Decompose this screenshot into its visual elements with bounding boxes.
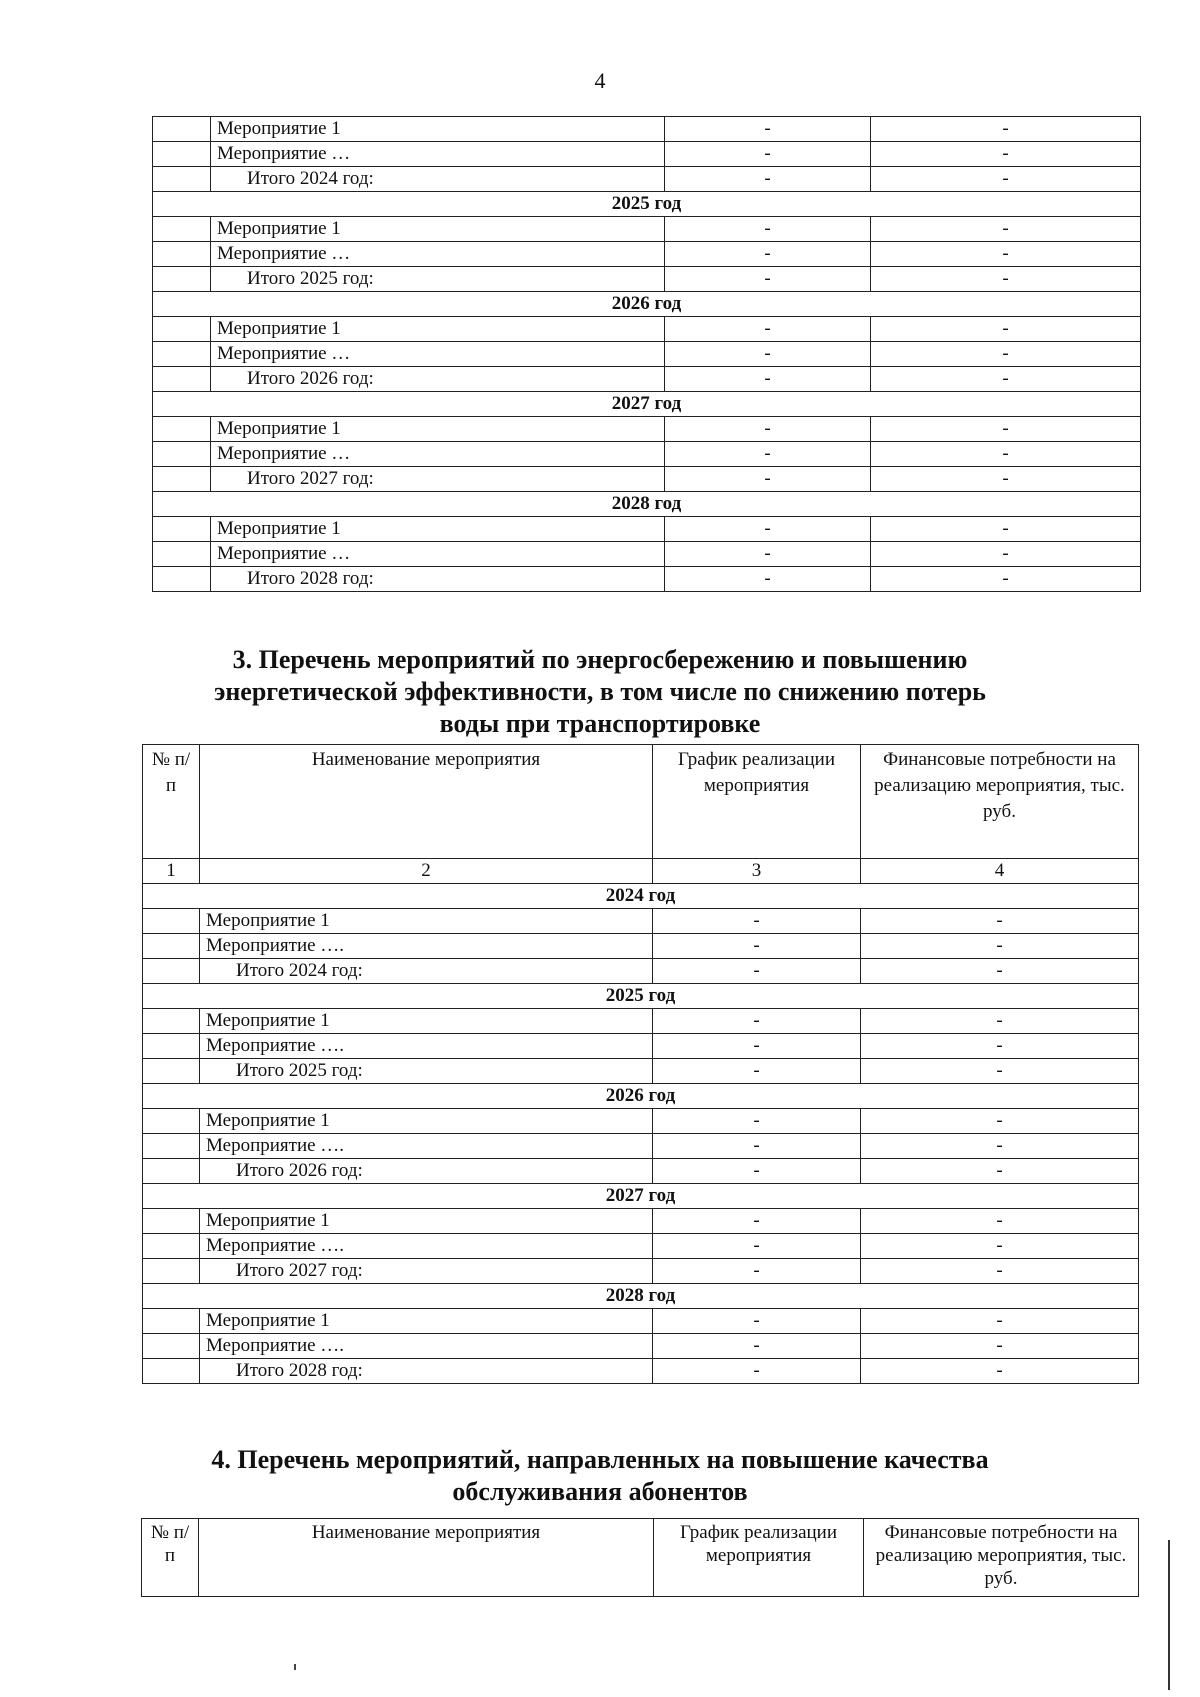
row-number-cell <box>153 167 211 192</box>
year-heading: 2024 год <box>143 884 1139 909</box>
measure-name-cell: Итого 2024 год: <box>200 959 653 984</box>
table-row <box>153 417 1141 442</box>
table-row <box>153 342 1141 367</box>
schedule-cell: - <box>653 1259 861 1284</box>
schedule-cell: - <box>665 342 871 367</box>
schedule-cell: - <box>665 117 871 142</box>
schedule-cell: - <box>665 417 871 442</box>
row-number-cell <box>153 242 211 267</box>
measure-name-cell: Мероприятие 1 <box>200 1209 653 1234</box>
year-row <box>143 884 1139 909</box>
measure-name-cell: Мероприятие 1 <box>211 217 665 242</box>
year-heading: 2028 год <box>153 492 1141 517</box>
year-row <box>153 192 1141 217</box>
total-row <box>153 467 1141 492</box>
measure-name-cell: Итого 2026 год: <box>200 1159 653 1184</box>
row-number-cell <box>143 934 200 959</box>
year-row <box>143 1284 1139 1309</box>
total-row <box>143 1359 1139 1384</box>
year-heading: 2027 год <box>143 1184 1139 1209</box>
measure-name-cell: Мероприятие 1 <box>200 1009 653 1034</box>
finance-cell: - <box>861 1159 1139 1184</box>
table-row <box>143 934 1139 959</box>
schedule-cell: - <box>665 167 871 192</box>
row-number-cell <box>143 1309 200 1334</box>
row-number-cell <box>143 959 200 984</box>
measure-name-cell: Мероприятие …. <box>200 1334 653 1359</box>
schedule-cell: - <box>665 517 871 542</box>
finance-cell: - <box>871 367 1141 392</box>
header-finance: Финансовые потребности на реализацию мероприятия, тыс. руб. <box>861 745 1139 859</box>
measure-name-cell: Мероприятие 1 <box>211 317 665 342</box>
measure-name-cell: Итого 2024 год: <box>211 167 665 192</box>
measure-name-cell: Итого 2028 год: <box>200 1359 653 1384</box>
total-row <box>153 267 1141 292</box>
row-number-cell <box>143 1159 200 1184</box>
table-row <box>153 517 1141 542</box>
schedule-cell: - <box>653 1009 861 1034</box>
measure-name-cell: Мероприятие …. <box>200 1034 653 1059</box>
finance-cell: - <box>871 442 1141 467</box>
table-row <box>143 909 1139 934</box>
measure-name-cell: Мероприятие 1 <box>211 117 665 142</box>
section3-title-line: энергетической эффективности, в том числе по снижению потерь <box>214 677 986 706</box>
finance-cell: - <box>861 1309 1139 1334</box>
row-number-cell <box>153 567 211 592</box>
measure-name-cell: Итого 2027 год: <box>211 467 665 492</box>
table-row <box>153 217 1141 242</box>
schedule-cell: - <box>665 317 871 342</box>
measure-name-cell: Итого 2026 год: <box>211 367 665 392</box>
section3-title <box>0 644 1200 740</box>
year-row <box>143 984 1139 1009</box>
schedule-cell: - <box>653 1059 861 1084</box>
table-row <box>153 442 1141 467</box>
finance-cell: - <box>861 1234 1139 1259</box>
header-schedule: График реализации мероприятия <box>654 1519 864 1597</box>
header-schedule: График реализации мероприятия <box>653 745 861 859</box>
header-name: Наименование мероприятия <box>200 745 653 859</box>
measure-name-cell: Мероприятие 1 <box>200 909 653 934</box>
total-row <box>143 1059 1139 1084</box>
total-row <box>153 367 1141 392</box>
row-number-cell <box>153 317 211 342</box>
finance-cell: - <box>861 959 1139 984</box>
measure-name-cell: Итого 2025 год: <box>211 267 665 292</box>
row-number-cell <box>143 1334 200 1359</box>
finance-cell: - <box>871 267 1141 292</box>
finance-cell: - <box>861 1209 1139 1234</box>
year-heading: 2028 год <box>143 1284 1139 1309</box>
column-number: 1 <box>143 859 200 884</box>
schedule-cell: - <box>653 1209 861 1234</box>
row-number-cell <box>143 909 200 934</box>
schedule-cell: - <box>653 1159 861 1184</box>
schedule-cell: - <box>665 467 871 492</box>
finance-cell: - <box>871 217 1141 242</box>
table-row <box>153 242 1141 267</box>
finance-cell: - <box>871 542 1141 567</box>
row-number-cell <box>153 267 211 292</box>
row-number-cell <box>143 1059 200 1084</box>
total-row <box>143 959 1139 984</box>
row-number-cell <box>153 442 211 467</box>
finance-cell: - <box>871 417 1141 442</box>
row-number-cell <box>153 467 211 492</box>
measure-name-cell: Мероприятие 1 <box>200 1309 653 1334</box>
measure-name-cell: Мероприятие … <box>211 142 665 167</box>
schedule-cell: - <box>653 909 861 934</box>
finance-cell: - <box>871 167 1141 192</box>
finance-cell: - <box>861 1034 1139 1059</box>
measure-name-cell: Мероприятие 1 <box>211 517 665 542</box>
schedule-cell: - <box>653 1309 861 1334</box>
measure-name-cell: Мероприятие …. <box>200 1234 653 1259</box>
row-number-cell <box>153 142 211 167</box>
total-row <box>153 567 1141 592</box>
column-number: 2 <box>200 859 653 884</box>
schedule-cell: - <box>665 267 871 292</box>
row-number-cell <box>143 1009 200 1034</box>
row-number-cell <box>153 542 211 567</box>
schedule-cell: - <box>653 1359 861 1384</box>
schedule-cell: - <box>653 1234 861 1259</box>
finance-cell: - <box>861 909 1139 934</box>
finance-cell: - <box>861 1059 1139 1084</box>
year-heading: 2026 год <box>153 292 1141 317</box>
schedule-cell: - <box>653 934 861 959</box>
row-number-cell <box>143 1134 200 1159</box>
schedule-cell: - <box>665 142 871 167</box>
row-number-cell <box>153 217 211 242</box>
table-row <box>143 1134 1139 1159</box>
total-row <box>143 1259 1139 1284</box>
schedule-cell: - <box>653 1134 861 1159</box>
measure-name-cell: Итого 2025 год: <box>200 1059 653 1084</box>
table-row <box>153 542 1141 567</box>
schedule-cell: - <box>665 217 871 242</box>
finance-cell: - <box>861 1109 1139 1134</box>
total-row <box>143 1159 1139 1184</box>
finance-cell: - <box>861 1259 1139 1284</box>
finance-cell: - <box>871 117 1141 142</box>
finance-cell: - <box>861 1359 1139 1384</box>
finance-cell: - <box>861 1334 1139 1359</box>
schedule-cell: - <box>665 367 871 392</box>
finance-cell: - <box>871 567 1141 592</box>
schedule-cell: - <box>653 1109 861 1134</box>
header-num: № п/п <box>142 1519 199 1597</box>
header-num: № п/п <box>143 745 200 859</box>
row-number-cell <box>153 417 211 442</box>
schedule-cell: - <box>665 567 871 592</box>
measure-name-cell: Мероприятие … <box>211 342 665 367</box>
row-number-cell <box>143 1109 200 1134</box>
row-number-cell <box>143 1359 200 1384</box>
finance-cell: - <box>871 242 1141 267</box>
header-name: Наименование мероприятия <box>199 1519 654 1597</box>
table-section3 <box>142 744 1139 1384</box>
table-row <box>143 1309 1139 1334</box>
schedule-cell: - <box>665 542 871 567</box>
table-row <box>143 1034 1139 1059</box>
measure-name-cell: Мероприятие …. <box>200 1134 653 1159</box>
measure-name-cell: Итого 2028 год: <box>211 567 665 592</box>
table-row <box>143 1234 1139 1259</box>
year-row <box>153 292 1141 317</box>
row-number-cell <box>153 517 211 542</box>
schedule-cell: - <box>653 1034 861 1059</box>
row-number-cell <box>143 1259 200 1284</box>
column-number: 3 <box>653 859 861 884</box>
measure-name-cell: Мероприятие … <box>211 442 665 467</box>
measure-name-cell: Мероприятие … <box>211 542 665 567</box>
schedule-cell: - <box>653 1334 861 1359</box>
schedule-cell: - <box>653 959 861 984</box>
table-row <box>143 1109 1139 1134</box>
scan-edge-line <box>1168 1540 1170 1690</box>
table-row <box>143 1334 1139 1359</box>
finance-cell: - <box>871 142 1141 167</box>
measure-name-cell: Мероприятие …. <box>200 934 653 959</box>
row-number-cell <box>153 367 211 392</box>
finance-cell: - <box>861 934 1139 959</box>
section4-title-line: 4. Перечень мероприятий, направленных на повышение качества <box>211 1445 989 1474</box>
table-row <box>153 117 1141 142</box>
section3-title-line: 3. Перечень мероприятий по энергосбережению и повышению <box>232 645 968 674</box>
row-number-cell <box>143 1209 200 1234</box>
finance-cell: - <box>861 1134 1139 1159</box>
finance-cell: - <box>871 517 1141 542</box>
year-heading: 2025 год <box>153 192 1141 217</box>
year-row <box>153 392 1141 417</box>
row-number-cell <box>153 342 211 367</box>
finance-cell: - <box>871 317 1141 342</box>
finance-cell: - <box>871 342 1141 367</box>
year-heading: 2027 год <box>153 392 1141 417</box>
schedule-cell: - <box>665 442 871 467</box>
year-row <box>143 1084 1139 1109</box>
table-row <box>153 142 1141 167</box>
row-number-cell <box>143 1234 200 1259</box>
total-row <box>153 167 1141 192</box>
header-finance: Финансовые потребности на реализацию мероприятия, тыс. руб. <box>864 1519 1139 1597</box>
page-number: 4 <box>594 68 606 93</box>
finance-cell: - <box>871 467 1141 492</box>
year-heading: 2025 год <box>143 984 1139 1009</box>
year-row <box>143 1184 1139 1209</box>
schedule-cell: - <box>665 242 871 267</box>
table-section4 <box>141 1518 1139 1597</box>
year-heading: 2026 год <box>143 1084 1139 1109</box>
section4-title-line: обслуживания абонентов <box>452 1477 748 1506</box>
measure-name-cell: Итого 2027 год: <box>200 1259 653 1284</box>
year-row <box>153 492 1141 517</box>
measure-name-cell: Мероприятие … <box>211 242 665 267</box>
finance-cell: - <box>861 1009 1139 1034</box>
section3-title-line: воды при транспортировке <box>439 709 761 738</box>
table-row <box>143 1009 1139 1034</box>
section4-title <box>0 1444 1200 1508</box>
scan-mark <box>294 1664 296 1670</box>
table-row <box>143 1209 1139 1234</box>
row-number-cell <box>153 117 211 142</box>
table-row <box>153 317 1141 342</box>
measure-name-cell: Мероприятие 1 <box>200 1109 653 1134</box>
row-number-cell <box>143 1034 200 1059</box>
column-number: 4 <box>861 859 1139 884</box>
table-continuation <box>152 116 1141 592</box>
measure-name-cell: Мероприятие 1 <box>211 417 665 442</box>
